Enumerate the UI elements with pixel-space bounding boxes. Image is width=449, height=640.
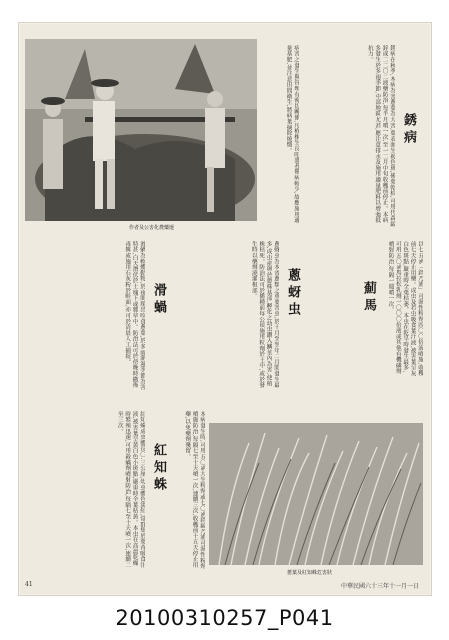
slug-text: 滑蝸為軟體動物,於夜間爬出咬食蔥葉,於多雨潮濕季節為害特甚,白天潛伏於土塊下或雜草中。防治法可於傍晚時撒佈毒餌或施用石灰粉於畦面,亦可於清晨人工捕捉。 [124, 241, 145, 390]
leafminer-intro: 以七五%「鋅乃浦」可濕性粉劑四〇〇倍液噴施,收穫前七天停止用藥。成虫及若虫吸食葉汁液,被害葉呈灰白色斑點,嚴重時全葉枯萎。本虫在乾旱時發生最多,可用五〇%馬拉松乳劑一〇〇〇倍液或其他有機磷劑噴射防治,每隔一週噴一次。 [387, 241, 423, 377]
heading-leafminer: 薊馬 [361, 281, 376, 315]
page-number: 41 [25, 581, 33, 588]
pre-mite-text: 本病發生時,可用五〇%大生粉劑或七〇%鋅錳乃浦可濕性粉劑噴施防治,每隔七至十天噴一次,連續三次,收穫前十五天停止用藥,以免藥劑殘留。 [184, 411, 205, 570]
bottom-photo-caption: 蔥葉及紅知蛛危害狀 [287, 570, 333, 576]
heading-mite: 紅知蛛 [151, 443, 166, 494]
mite-text: 紅知蛛成虫體長〇.三公厘,幼虫體色淡紅,常群集於葉背吸食汁液,被害葉呈黃白色小斑點,嚴重時全葉枯黃。本虫在高溫乾燥時繁殖迅速,可用殺蟎劑噴射防治,每隔七至十天噴一次,連續二至三次。 [116, 411, 145, 568]
damaged-onion-leaves-image [209, 423, 423, 565]
magazine-page [18, 22, 432, 596]
rust-text-continued: 病害之發生與管理有密切關係,凡植株生長旺盛者罹病較少,故應施用適量基肥,並注意田間衛生,將病葉摘除燒燬。 [285, 45, 299, 223]
photo-id-label: 20100310257_P041 [115, 606, 334, 630]
bottom-photo [209, 423, 423, 565]
top-photo [25, 39, 257, 221]
heading-slug: 滑蝸 [151, 283, 166, 317]
heading-onion-fly: 蔥蚜虫 [285, 268, 300, 319]
heading-rust: 銹病 [401, 113, 416, 147]
top-photo-caption: 作者及公害化農藥運 [129, 225, 175, 231]
farmers-carrying-onions-image [25, 39, 257, 221]
onion-fly-text: 蔥蚜虫為本省蔥類之重要害虫,於十月至翌年二月間發生最多,成虫產卵於蔥株基部,孵化之幼虫鑽入鱗莖內為害,使植株枯死。防治法可於播種前每公頃施用粒劑於土中,或於發生時以藥劑澆灌根部。 [250, 241, 279, 388]
issue-date: 中華民國六十三年十一月一日 [341, 583, 420, 590]
rust-text: 銹病在秋季,木病為害蔥葉為大害,葉表面生褐色斑,後葉乾枯,可用代森錳鋅或二二〇二液藥防治,每半月噴一次,至一二月中旬收穫前停止。本病多發生於多雨季節,中部地區尤甚,應注意排水及施用適量肥料以增強抵抗力。 [366, 45, 395, 227]
